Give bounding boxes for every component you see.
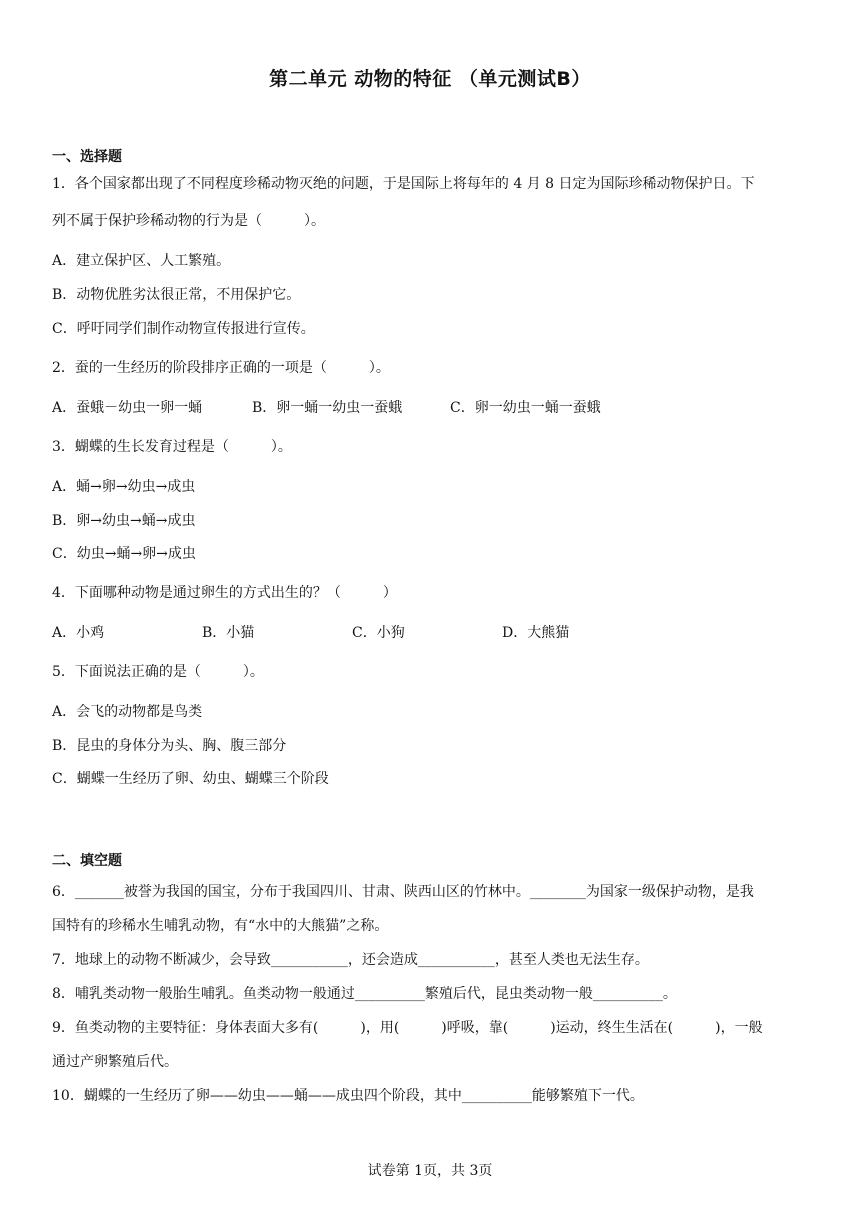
page-title: 第二单元 动物的特征 （单元测试B） [269, 68, 591, 90]
question-4-option-a: A．小鸡 [52, 625, 105, 641]
page-footer: 试卷第 1页，共 3页 [367, 1163, 493, 1179]
question-5-option-a: A．会飞的动物都是鸟类 [52, 704, 203, 720]
section-heading-choice: 一、选择题 [52, 149, 122, 165]
question-5-stem: 5．下面说法正确的是（ ）。 [52, 664, 264, 680]
question-6-stem-line2: 国特有的珍稀水生哺乳动物，有“水中的大熊猫”之称。 [52, 918, 389, 934]
question-1-option-b: B．动物优胜劣汰很正常，不用保护它。 [52, 287, 301, 303]
question-2-option-b: B．卵一蛹一幼虫一蚕蛾 [252, 400, 403, 416]
question-3-option-b: B．卵→幼虫→蛹→成虫 [52, 513, 196, 529]
question-9-stem-line2: 通过产卵繁殖后代。 [52, 1054, 178, 1070]
question-2-option-a: A．蚕蛾－幼虫一卵一蛹 [52, 400, 203, 416]
question-4-option-c: C．小狗 [352, 625, 405, 641]
question-8-stem: 8．哺乳类动物一般胎生哺乳。鱼类动物一般通过__________繁殖后代，昆虫类动物一般__________。 [52, 986, 677, 1002]
question-1-option-c: C．呼吁同学们制作动物宣传报进行宣传。 [52, 321, 315, 337]
question-1-stem-line2: 列不属于保护珍稀动物的行为是（ ）。 [52, 213, 325, 229]
question-1-option-a: A．建立保护区、人工繁殖。 [52, 253, 231, 269]
question-4-stem: 4．下面哪种动物是通过卵生的方式出生的？（ ） [52, 585, 397, 601]
question-7-stem: 7．地球上的动物不断减少，会导致___________，还会造成___________，甚至人类也无法生存。 [52, 952, 649, 968]
question-1-stem-line1: 1．各个国家都出现了不同程度珍稀动物灭绝的问题，于是国际上将每年的 4 月 8 日定为国际珍稀动物保护日。下 [52, 176, 755, 192]
question-3-option-a: A．蛹→卵→幼虫→成虫 [52, 479, 196, 495]
question-4-option-b: B．小猫 [202, 625, 255, 641]
question-2-options [52, 399, 601, 417]
question-3-option-c: C．幼虫→蛹→卵→成虫 [52, 546, 196, 562]
section-heading-fill: 二、填空题 [52, 853, 122, 869]
question-5-option-b: B．昆虫的身体分为头、胸、腹三部分 [52, 738, 287, 754]
question-10-stem: 10．蝴蝶的一生经历了卵——幼虫——蛹——成虫四个阶段，其中__________能够繁殖下一代。 [52, 1088, 644, 1104]
question-3-stem: 3．蝴蝶的生长发育过程是（ ）。 [52, 439, 292, 455]
question-9-stem-line1: 9．鱼类动物的主要特征：身体表面大多有( )，用( )呼吸，靠( )运动，终生生活在( )，一般 [52, 1020, 763, 1036]
question-2-option-c: C．卵一幼虫一蛹一蚕蛾 [450, 400, 601, 416]
question-5-option-c: C．蝴蝶一生经历了卵、幼虫、蝴蝶三个阶段 [52, 771, 329, 787]
question-4-options [52, 624, 569, 642]
question-4-option-d: D．大熊猫 [502, 625, 570, 641]
question-2-stem: 2．蚕的一生经历的阶段排序正确的一项是（ ）。 [52, 360, 390, 376]
question-6-stem-line1: 6．_______被誉为我国的国宝，分布于我国四川、甘肃、陕西山区的竹林中。________为国家一级保护动物，是我 [52, 884, 754, 900]
